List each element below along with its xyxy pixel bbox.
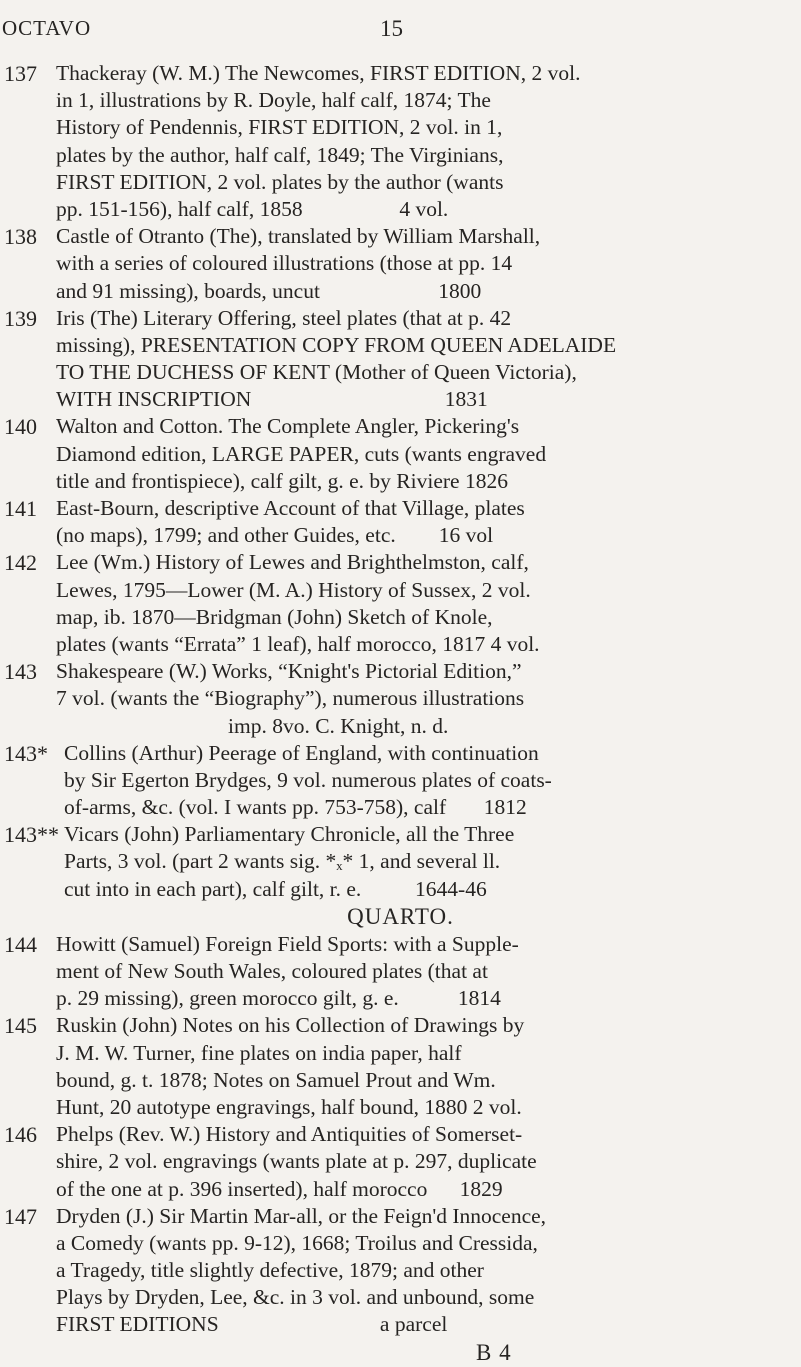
entry-line: of-arms, &c. (vol. I wants pp. 753-758), calf 1812 (64, 795, 527, 820)
entry-line: Iris (The) Literary Offering, steel plates (that at p. 42 (56, 305, 512, 330)
catalogue-entry (0, 740, 801, 822)
lot-number: 143** (4, 822, 59, 848)
entry-line: Thackeray (W. M.) The Newcomes, FIRST EDITION, 2 vol. (56, 61, 581, 85)
catalogue-entry (0, 495, 801, 549)
catalogue-entry (0, 658, 801, 740)
entry-line: bound, g. t. 1878; Notes on Samuel Prout and Wm. (56, 1067, 496, 1092)
lot-number: 142 (4, 550, 37, 576)
lot-number: 146 (4, 1122, 37, 1148)
running-head-section: OCTAVO (2, 16, 92, 40)
entry-line: Ruskin (John) Notes on his Collection of Drawings by (56, 1013, 525, 1038)
entry-line: History of Pendennis, FIRST EDITION, 2 vol. in 1, (56, 115, 503, 140)
catalogue-entry (0, 821, 801, 903)
entry-line: a Comedy (wants pp. 9-12), 1668; Troilus and Cressida, (56, 1230, 538, 1255)
catalogue-entry (0, 305, 801, 414)
entry-line: Parts, 3 vol. (part 2 wants sig. *ₓ* 1, and several ll. (64, 849, 501, 874)
entry-line: TO THE DUCHESS OF KENT (Mother of Queen Victoria), (56, 360, 577, 385)
lot-number: 141 (4, 496, 37, 521)
page-number: 15 (380, 16, 403, 41)
lot-number: 139 (4, 305, 37, 331)
lot-number: 140 (4, 414, 37, 440)
entry-line: Lee (Wm.) History of Lewes and Brighthelmston, calf, (56, 550, 529, 575)
running-head (0, 12, 801, 46)
lot-number: 143* (4, 740, 48, 766)
entry-line: Collins (Arthur) Peerage of England, with continuation (64, 740, 539, 765)
entry-line: by Sir Egerton Brydges, 9 vol. numerous plates of coats- (64, 767, 552, 792)
entry-line: East-Bourn, descriptive Account of that Village, plates (56, 496, 525, 520)
catalogue-entry (0, 223, 801, 305)
signature-mark: B 4 (476, 1339, 512, 1365)
entry-line: p. 29 missing), green morocco gilt, g. e. 1814 (56, 986, 501, 1011)
lot-number: 143 (4, 659, 37, 685)
entry-line: Castle of Otranto (The), translated by William Marshall, (56, 224, 541, 249)
entry-line: Walton and Cotton. The Complete Angler, Pickering's (56, 414, 520, 439)
entry-line: Diamond edition, LARGE PAPER, cuts (wants engraved (56, 441, 547, 466)
lot-number: 144 (4, 931, 37, 957)
entry-line: (no maps), 1799; and other Guides, etc. 16 vol (56, 523, 494, 548)
lot-number: 137 (4, 61, 37, 86)
entry-line: Lewes, 1795—Lower (M. A.) History of Sussex, 2 vol. (56, 577, 531, 602)
entry-line: WITH INSCRIPTION 1831 (56, 387, 488, 412)
entry-line: FIRST EDITIONS a parcel (56, 1312, 448, 1337)
entry-line: Plays by Dryden, Lee, &c. in 3 vol. and unbound, some (56, 1285, 535, 1310)
entry-line: pp. 151-156), half calf, 1858 4 vol. (56, 196, 449, 221)
entry-line: ment of New South Wales, coloured plates (that at (56, 959, 488, 983)
catalogue-entry (0, 60, 801, 223)
catalogue-entry (0, 413, 801, 495)
entry-line: J. M. W. Turner, fine plates on india paper, half (56, 1040, 462, 1065)
entry-line: missing), PRESENTATION COPY FROM QUEEN ADELAIDE (56, 332, 617, 357)
entry-line: with a series of coloured illustrations (those at pp. 14 (56, 251, 513, 276)
entry-line: Howitt (Samuel) Foreign Field Sports: with a Supple- (56, 931, 519, 956)
entry-line: shire, 2 vol. engravings (wants plate at p. 297, duplicate (56, 1149, 537, 1174)
catalogue-entry (0, 931, 801, 1013)
lot-number: 138 (4, 224, 37, 250)
entry-line: Hunt, 20 autotype engravings, half bound, 1880 2 vol. (56, 1094, 522, 1119)
lot-number: 145 (4, 1013, 37, 1039)
entry-line: FIRST EDITION, 2 vol. plates by the author (wants (56, 169, 504, 194)
entry-line: title and frontispiece), calf gilt, g. e. by Riviere 1826 (56, 468, 508, 493)
entry-line: plates by the author, half calf, 1849; The Virginians, (56, 142, 504, 167)
entry-line: Vicars (John) Parliamentary Chronicle, all the Three (64, 822, 515, 847)
entry-line: cut into in each part), calf gilt, r. e. 1644-46 (64, 876, 487, 901)
entry-line: plates (wants “Errata” 1 leaf), half morocco, 1817 4 vol. (56, 631, 540, 656)
entry-line: in 1, illustrations by R. Doyle, half calf, 1874; The (56, 88, 491, 113)
entry-line: of the one at p. 396 inserted), half morocco 1829 (56, 1176, 503, 1201)
entry-line: Dryden (J.) Sir Martin Mar-all, or the Feign'd Innocence, (56, 1203, 547, 1228)
section-heading-quarto: QUARTO. (347, 903, 454, 929)
entry-line: and 91 missing), boards, uncut 1800 (56, 278, 482, 303)
entry-line: imp. 8vo. C. Knight, n. d. (56, 713, 449, 738)
lot-number: 147 (4, 1203, 37, 1229)
entry-line: Shakespeare (W.) Works, “Knight's Pictorial Edition,” (56, 659, 522, 684)
catalogue-entries (0, 60, 801, 1367)
catalogue-entry (0, 549, 801, 658)
entry-line: Phelps (Rev. W.) History and Antiquities of Somerset- (56, 1122, 523, 1147)
entry-line: 7 vol. (wants the “Biography”), numerous illustrations (56, 686, 525, 711)
catalogue-entry (0, 1012, 801, 1121)
entry-line: map, ib. 1870—Bridgman (John) Sketch of Knole, (56, 604, 493, 629)
entry-line: a Tragedy, title slightly defective, 1879; and other (56, 1258, 484, 1283)
catalogue-entry (0, 1203, 801, 1339)
catalogue-entry (0, 1121, 801, 1203)
